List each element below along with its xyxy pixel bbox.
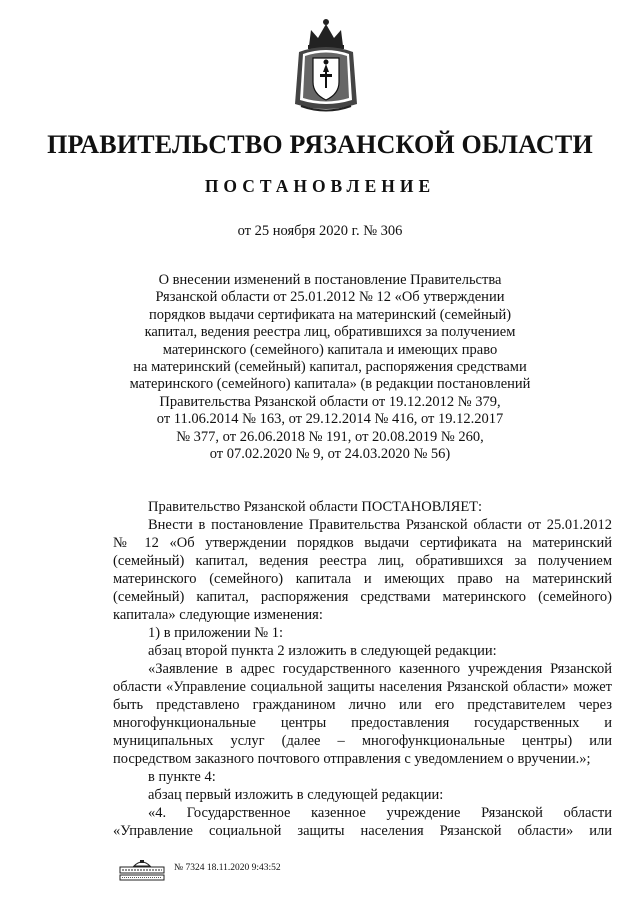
body-line: «4. Государственное казенное учреждение Рязанской области (148, 805, 612, 821)
subject-line: порядков выдачи сертификата на материнский (семейный) (148, 306, 512, 323)
document-date-number: от 25 ноября 2020 г. № 306 (237, 223, 403, 239)
body-paragraph: 1) в приложении № 1: (148, 625, 283, 641)
coat-of-arms-icon (291, 16, 361, 116)
resolution-preamble: Правительство Рязанской области ПОСТАНОВЛЯЕТ: (148, 499, 483, 515)
document-subject (100, 272, 560, 463)
subject-line: О внесении изменений в постановление Правительства (158, 272, 502, 288)
body-paragraph: абзац второй пункта 2 изложить в следующей редакции: (148, 643, 497, 659)
document-type: ПОСТАНОВЛЕНИЕ (204, 176, 436, 196)
subject-line: от 07.02.2020 № 9, от 24.03.2020 № 56) (209, 446, 451, 463)
subject-line: на материнский (семейный) капитал, распоряжения средствами (133, 359, 527, 376)
subject-line: материнского (семейного) капитала» (в редакции постановлений (129, 376, 531, 393)
government-title: ПРАВИТЕЛЬСТВО РЯЗАНСКОЙ ОБЛАСТИ (47, 130, 593, 159)
body-paragraph: «Заявление в адрес государственного казенного учреждения Рязанской области «Управление социальной защиты населения Рязанской области» может быть представлено гражданином лично или его представителем через многофункциональные центры предоставления государственных и муниципальных услуг (далее – многофункциональные центры) или посредством заказного почтового отправления с уведомлением о вручении.»; (113, 661, 612, 767)
body-paragraph: в пункте 4: (148, 769, 216, 785)
body-paragraph: Внести в постановление Правительства Рязанской области от 25.01.2012 № 12 «Об утверждении порядков выдачи сертификата на материнский (семейный) капитал, ведения реестра лиц, обратившихся за получением материнского (семейного) капитала и имеющих право на материнский (семейный) капитал, распоряжения средствами материнского (семейного) капитала» следующие изменения: (113, 517, 612, 623)
subject-line: от 11.06.2014 № 163, от 29.12.2014 № 416, от 19.12.2017 (156, 411, 504, 428)
subject-line: Рязанской области от 25.01.2012 № 12 «Об утверждении (155, 289, 505, 306)
document-body (113, 498, 612, 840)
subject-line: № 377, от 26.06.2018 № 191, от 20.08.2019 № 260, (176, 428, 484, 445)
subject-line: Правительства Рязанской области от 19.12.2012 № 379, (159, 393, 501, 410)
document-stamp-icon (118, 858, 166, 882)
body-paragraph (113, 804, 612, 840)
body-line: «Управление социальной защиты населения Рязанской области» или (113, 823, 612, 839)
subject-line: капитал, ведения реестра лиц, обратившихся за получением (144, 324, 516, 341)
body-paragraph: абзац первый изложить в следующей редакции: (148, 787, 444, 803)
subject-line: материнского (семейного) капитала и имеющих право (162, 341, 498, 358)
registration-number: № 7324 18.11.2020 9:43:52 (174, 863, 281, 873)
